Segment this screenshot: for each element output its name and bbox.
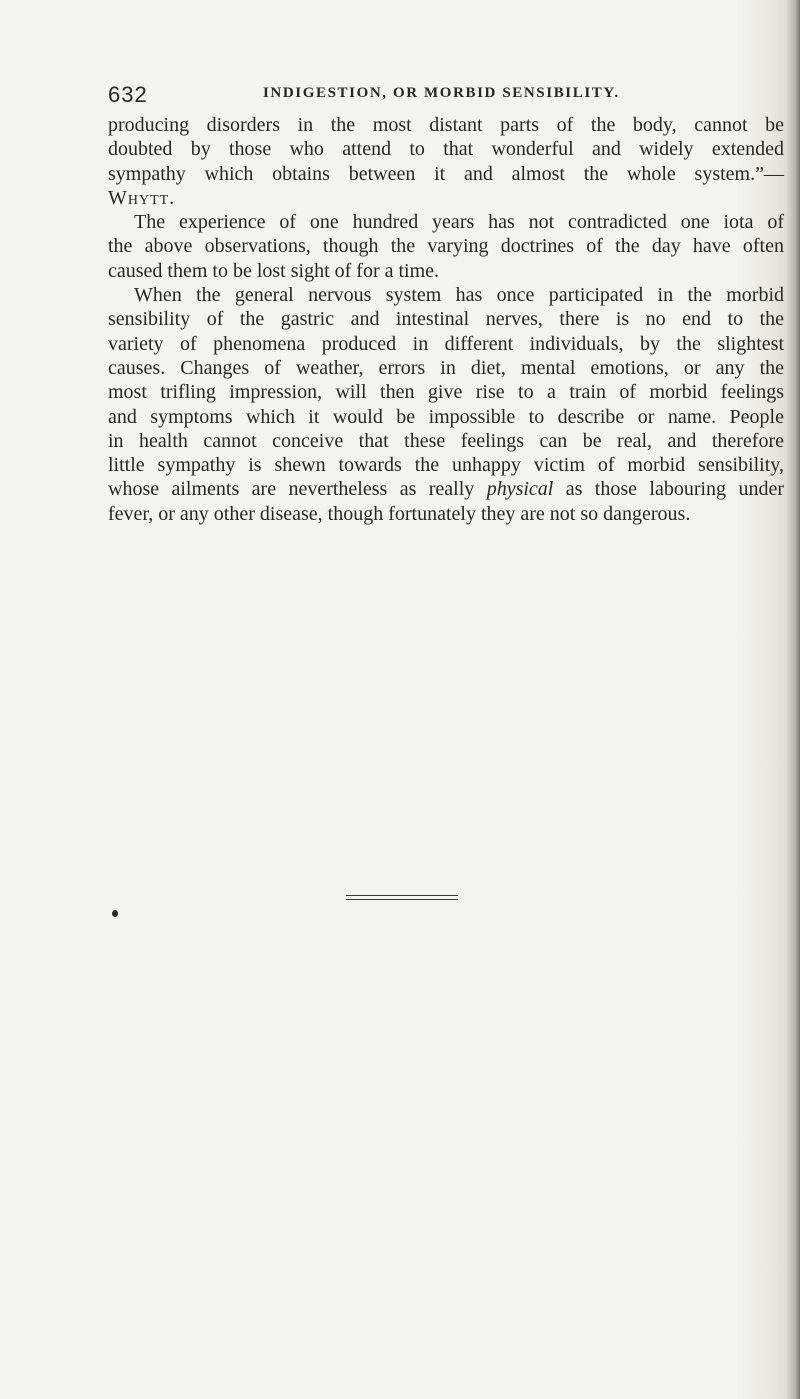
running-head: INDIGESTION, OR MORBID SENSIBILITY. [263,85,620,101]
text-line: fever, or any other disease, though fortunately they are not so dangerous. [108,502,691,525]
text-line [108,477,784,501]
text-line: little sympathy is shewn towards the unhappy victim of morbid sensibility, [108,454,784,477]
quote-attribution: Whytt. [108,186,176,209]
text-line: the above observations, though the varying doctrines of the day have often [108,235,784,258]
text-line: The experience of one hundred years has not contradicted one iota of [134,211,784,234]
page-number: 632 [108,82,148,107]
text-line: sensibility of the gastric and intestinal nerves, there is no end to the [108,308,784,331]
text-line: sympathy which obtains between it and almost the whole system.”— [108,162,784,185]
italic-word: physical [486,478,554,501]
text-line: most trifling impression, will then give rise to a train of morbid feelings [108,381,784,404]
body-text [108,113,784,526]
text-line: producing disorders in the most distant parts of the body, cannot be [108,114,784,136]
text-fragment: whose ailments are nevertheless as really [108,478,487,501]
text-line: doubted by those who attend to that wonderful and widely extended [108,138,784,161]
text-line: and symptoms which it would be impossible to describe or name. People [108,405,784,428]
page-edge-shadow [786,0,800,1399]
text-line: in health cannot conceive that these feelings can be real, and therefore [108,429,784,452]
text-line: causes. Changes of weather, errors in diet, mental emotions, or any the [108,356,784,379]
section-divider [346,895,458,900]
page-header [108,82,768,108]
text-line: variety of phenomena produced in different individuals, by the slightest [108,332,784,355]
text-fragment: as those labouring under [553,478,784,501]
text-line: When the general nervous system has once participated in the morbid [134,284,784,307]
ink-speck [112,910,118,917]
text-line: caused them to be lost sight of for a time. [108,259,440,282]
